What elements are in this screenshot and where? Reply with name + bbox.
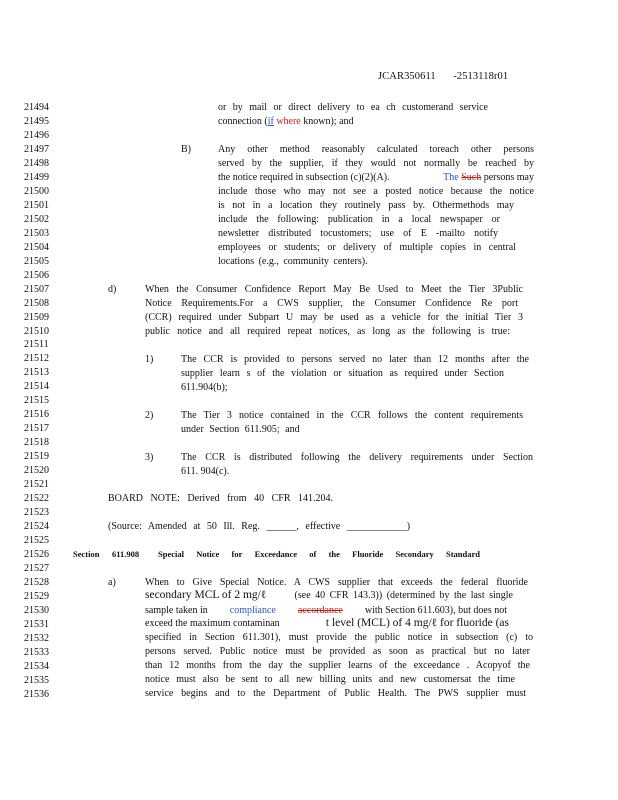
- text-line: The CCR is provided to persons served no later than 12 months after the: [181, 354, 529, 365]
- line-number: 21496: [24, 129, 49, 141]
- line-number: 21512: [24, 353, 49, 365]
- line-number: 21499: [24, 171, 49, 183]
- blank-line: ____________: [346, 521, 407, 532]
- text-fragment: t level (MCL) of 4 mg/ℓ for fluoride (as: [325, 617, 509, 629]
- line-number: 21515: [24, 395, 49, 407]
- text-line: public notice and all required repeat notices, as long as the following is true:: [145, 326, 510, 337]
- text-line: supplier learn s of the violation or situation as required under Section: [181, 368, 504, 379]
- text-fragment: known); and: [300, 116, 354, 127]
- text-line: newsletter distributed tocustomers; use of E -mailto notify: [218, 228, 498, 239]
- text-line: is not in a location they routinely pass by. Othermethods may: [218, 200, 514, 211]
- line-number: 21516: [24, 409, 49, 421]
- section-title-word: Standard: [445, 549, 480, 559]
- section-title-word: Exceedance: [254, 549, 298, 559]
- text-line: notice must also be sent to all new billing units and new customersat the time: [145, 674, 515, 685]
- line-number: 21508: [24, 297, 49, 309]
- text-line: [218, 115, 354, 128]
- line-number: 21520: [24, 465, 49, 477]
- line-number: 21530: [24, 604, 49, 616]
- inserted-text: The: [443, 172, 459, 183]
- line-number: 21497: [24, 143, 49, 155]
- line-number: 21519: [24, 451, 49, 463]
- line-number: 21514: [24, 381, 49, 393]
- text-line: include the following: publication in a local newspaper or: [218, 214, 500, 225]
- text-line: served by the supplier, if they would not normally be reached by: [218, 158, 534, 169]
- text-line: [145, 604, 507, 617]
- text-fragment: ): [406, 521, 411, 532]
- text-line: [145, 617, 509, 630]
- text-line: persons served. Public notice must be provided as soon as practical but no later: [145, 646, 530, 657]
- line-number: 21498: [24, 157, 49, 169]
- text-fragment: persons may: [483, 172, 534, 183]
- line-number: 21513: [24, 367, 49, 379]
- line-number: 21506: [24, 269, 49, 281]
- section-title-word: of: [309, 549, 317, 559]
- text-line: [145, 589, 513, 602]
- text-line: under Section 611.905; and: [181, 424, 300, 435]
- text-line: When the Consumer Confidence Report May Be Used to Meet the Tier 3Public: [145, 284, 523, 295]
- line-number: 21525: [24, 535, 49, 547]
- line-number: 21528: [24, 576, 49, 588]
- line-number: 21511: [24, 339, 49, 351]
- inserted-text: where: [273, 116, 301, 127]
- line-number: 21536: [24, 688, 49, 700]
- line-number: 21522: [24, 493, 49, 505]
- line-number: 21535: [24, 674, 49, 686]
- line-number: 21500: [24, 185, 49, 197]
- text-line: locations (e.g., community centers).: [218, 256, 368, 267]
- line-number: 21534: [24, 660, 49, 672]
- text-line: When to Give Special Notice. A CWS supplier that exceeds the federal fluoride: [145, 577, 528, 588]
- line-number: 21503: [24, 227, 49, 239]
- line-number: 21533: [24, 646, 49, 658]
- line-number: 21521: [24, 479, 49, 491]
- text-line: The CCR is distributed following the delivery requirements under Section: [181, 452, 533, 463]
- text-fragment: sample taken in: [145, 605, 208, 616]
- item-label: 3): [145, 452, 154, 463]
- document-id: JCAR350611: [378, 71, 436, 82]
- board-note: BOARD NOTE: Derived from 40 CFR 141.204.: [108, 493, 333, 504]
- text-fragment: , effective: [296, 521, 341, 532]
- line-number: 21518: [24, 437, 49, 449]
- item-label: a): [108, 577, 116, 588]
- line-number: 21526: [24, 549, 49, 561]
- text-line: Notice Requirements.For a CWS supplier, the Consumer Confidence Re port: [145, 298, 518, 309]
- text-fragment: secondary MCL of 2 mg/ℓ: [145, 589, 267, 601]
- line-number: 21501: [24, 199, 49, 211]
- text-line: 611. 904(c).: [181, 466, 230, 477]
- item-label: 1): [145, 354, 154, 365]
- text-line: or by mail or direct delivery to ea ch customerand service: [218, 102, 488, 113]
- section-title-word: Notice: [196, 549, 220, 559]
- line-number: 21507: [24, 283, 49, 295]
- text-fragment: exceed the maximum contaminan: [145, 618, 280, 629]
- line-number: 21504: [24, 241, 49, 253]
- section-title-word: the: [328, 549, 340, 559]
- line-number: 21527: [24, 563, 49, 574]
- text-fragment: connection (: [218, 116, 268, 127]
- text-line: The Tier 3 notice contained in the CCR follows the content requirements: [181, 410, 523, 421]
- deleted-text: Such: [461, 172, 482, 183]
- item-label: B): [181, 144, 191, 155]
- line-number: 21523: [24, 507, 49, 519]
- section-title-word: Special: [158, 549, 184, 559]
- inserted-text: if: [267, 116, 274, 127]
- text-line: service begins and to the Department of Public Health. The PWS supplier must: [145, 688, 526, 699]
- document-revision: -2513118r01: [453, 71, 509, 82]
- line-number: 21517: [24, 423, 49, 435]
- line-number: 21502: [24, 213, 49, 225]
- item-label: 2): [145, 410, 154, 421]
- item-label: d): [108, 284, 117, 295]
- line-number: 21509: [24, 311, 49, 323]
- text-line: include those who may not see a posted notice because the notice: [218, 186, 534, 197]
- line-number: 21510: [24, 325, 49, 337]
- inserted-text: compliance: [229, 605, 276, 616]
- section-title-word: Secondary: [395, 549, 434, 559]
- source-note: [108, 520, 410, 533]
- line-number: 21524: [24, 521, 49, 533]
- line-number: 21495: [24, 115, 49, 127]
- text-line: [218, 171, 534, 184]
- line-number: 21494: [24, 102, 49, 113]
- line-number: 21532: [24, 632, 49, 644]
- section-number: 611.908: [112, 549, 140, 559]
- section-label: Section: [73, 549, 100, 559]
- text-line: 611.904(b);: [181, 382, 228, 393]
- text-fragment: (Source: Amended at 50 Ill. Reg.: [108, 521, 260, 532]
- text-fragment: (see 40 CFR 143.3)) (determined by the last single: [294, 590, 513, 601]
- deleted-text: accordance: [297, 605, 343, 616]
- text-line: (CCR) required under Subpart U may be used as a vehicle for the initial Tier 3: [145, 312, 523, 323]
- text-line: employees or students; or delivery of multiple copies in central: [218, 242, 516, 253]
- line-number: 21505: [24, 255, 49, 267]
- section-title-word: for: [231, 549, 243, 559]
- text-line: specified in Section 611.301), must provide the public notice in subsection (c) to: [145, 632, 533, 643]
- blank-line: ______: [266, 521, 297, 532]
- text-line: than 12 months from the day the supplier learns of the exceedance . Acopyof the: [145, 660, 530, 671]
- text-line: Any other method reasonably calculated toreach other persons: [218, 144, 534, 155]
- text-fragment: the notice required in subsection (c)(2)(A).: [218, 172, 390, 183]
- line-number: 21529: [24, 590, 49, 602]
- line-number: 21531: [24, 618, 49, 630]
- section-title: [158, 548, 480, 561]
- document-header: [378, 70, 508, 83]
- section-title-word: Fluoride: [352, 549, 384, 559]
- text-fragment: with Section 611.603), but does not: [364, 605, 507, 616]
